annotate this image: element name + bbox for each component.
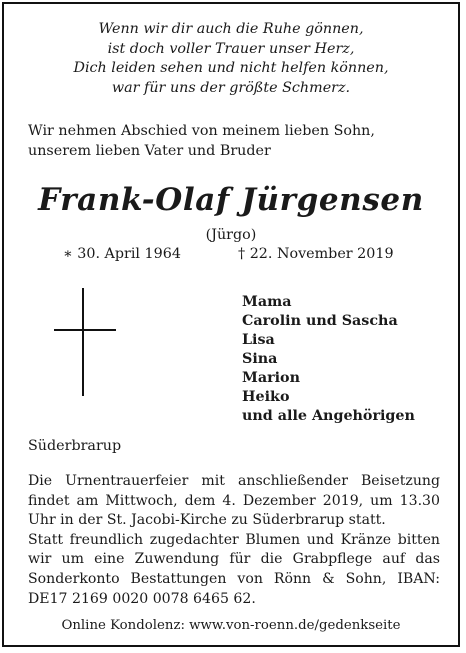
mourner: und alle Angehörigen	[242, 408, 415, 424]
birth-date: ∗ 30. April 1964	[63, 246, 181, 262]
place: Süderbrarup	[28, 438, 122, 454]
intro-text: Wir nehmen Abschied von meinem lieben Sohn, unserem lieben Vater und Bruder	[28, 123, 375, 159]
obituary-notice	[2, 2, 460, 647]
poem-line: Wenn wir dir auch die Ruhe gönnen,	[98, 21, 364, 37]
poem	[4, 20, 458, 98]
mourner: Marion	[242, 370, 300, 386]
poem-line: Dich leiden sehen und nicht helfen können,	[73, 60, 389, 76]
service-details	[28, 472, 440, 609]
poem-line: ist doch voller Trauer unser Herz,	[107, 40, 355, 57]
online-condolence: Online Kondolenz: www.von-roenn.de/gedenkseite	[61, 618, 401, 633]
cross-vertical-bar	[82, 288, 84, 396]
cross-horizontal-bar	[54, 329, 116, 331]
mourner: Sina	[242, 351, 278, 367]
deceased-name: Frank-Olaf Jürgensen	[38, 182, 424, 218]
mourners-list	[242, 293, 415, 426]
ceremony-paragraph: Die Urnentrauerfeier mit anschließender Beisetzung findet am Mittwoch, dem 4. Dezember 2019, um 13.30 Uhr in der St. Jacobi-Kirche zu Süderbrarup statt.	[28, 473, 440, 529]
mourner: Mama	[242, 294, 292, 310]
mourner: Lisa	[242, 332, 275, 348]
mourner: Heiko	[242, 389, 290, 405]
mourner: Carolin und Sascha	[242, 313, 398, 329]
poem-line: war für uns der größte Schmerz.	[111, 79, 351, 96]
deceased-nickname: (Jürgo)	[205, 227, 257, 243]
donation-paragraph: Statt freundlich zugedachter Blumen und Kränze bitten wir um eine Zuwendung für die Grabpflege auf das Sonderkonto Bestattungen von Rönn & Sohn, IBAN: DE17 2169 0020 0078 6465 62.	[28, 531, 440, 607]
latin-cross-icon	[54, 288, 116, 396]
death-date: † 22. November 2019	[238, 246, 394, 262]
